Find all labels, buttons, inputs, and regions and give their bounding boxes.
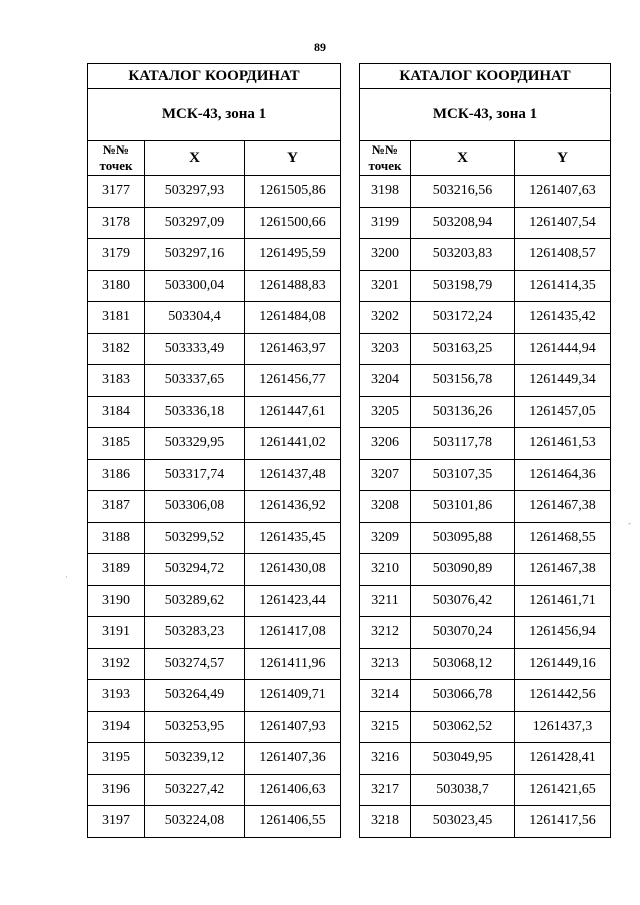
- table-row: [88, 491, 341, 523]
- point-number-cell: 3214: [360, 680, 411, 712]
- y-coordinate-cell: 1261457,05: [515, 396, 611, 428]
- table-row: [360, 711, 611, 743]
- y-coordinate-cell: 1261447,61: [245, 396, 341, 428]
- x-coordinate-cell: 503297,09: [145, 207, 245, 239]
- x-coordinate-cell: 503156,78: [411, 365, 515, 397]
- x-coordinate-cell: 503208,94: [411, 207, 515, 239]
- y-coordinate-cell: 1261488,83: [245, 270, 341, 302]
- y-coordinate-cell: 1261484,08: [245, 302, 341, 334]
- y-coordinate-cell: 1261428,41: [515, 743, 611, 775]
- scan-speck: -: [628, 518, 631, 528]
- x-coordinate-cell: 503090,89: [411, 554, 515, 586]
- table-row: [360, 806, 611, 838]
- coordinate-system-label: МСК-43, зона 1: [360, 89, 611, 141]
- table-row: [88, 207, 341, 239]
- y-coordinate-cell: 1261505,86: [245, 176, 341, 208]
- point-number-cell: 3193: [88, 680, 145, 712]
- x-coordinate-cell: 503289,62: [145, 585, 245, 617]
- table-row: [360, 207, 611, 239]
- table-row: [88, 239, 341, 271]
- x-coordinate-cell: 503227,42: [145, 774, 245, 806]
- point-number-cell: 3206: [360, 428, 411, 460]
- x-coordinate-cell: 503023,45: [411, 806, 515, 838]
- x-coordinate-cell: 503299,52: [145, 522, 245, 554]
- table-row: [88, 774, 341, 806]
- y-coordinate-cell: 1261463,97: [245, 333, 341, 365]
- x-coordinate-cell: 503172,24: [411, 302, 515, 334]
- y-coordinate-cell: 1261435,42: [515, 302, 611, 334]
- table-row: [88, 522, 341, 554]
- x-coordinate-cell: 503163,25: [411, 333, 515, 365]
- table-row: [88, 680, 341, 712]
- y-coordinate-cell: 1261407,54: [515, 207, 611, 239]
- x-coordinate-cell: 503095,88: [411, 522, 515, 554]
- table-row: [360, 680, 611, 712]
- table-row: [360, 176, 611, 208]
- point-number-cell: 3182: [88, 333, 145, 365]
- column-header-x: X: [145, 141, 245, 176]
- point-number-cell: 3215: [360, 711, 411, 743]
- y-coordinate-cell: 1261449,34: [515, 365, 611, 397]
- table-row: [88, 554, 341, 586]
- y-coordinate-cell: 1261467,38: [515, 554, 611, 586]
- x-coordinate-cell: 503336,18: [145, 396, 245, 428]
- column-header-y: Y: [245, 141, 341, 176]
- y-coordinate-cell: 1261495,59: [245, 239, 341, 271]
- point-number-cell: 3218: [360, 806, 411, 838]
- x-coordinate-cell: 503306,08: [145, 491, 245, 523]
- x-coordinate-cell: 503300,04: [145, 270, 245, 302]
- table-row: [88, 617, 341, 649]
- point-number-cell: 3184: [88, 396, 145, 428]
- point-number-cell: 3179: [88, 239, 145, 271]
- y-coordinate-cell: 1261435,45: [245, 522, 341, 554]
- point-number-cell: 3181: [88, 302, 145, 334]
- table-row: [88, 743, 341, 775]
- table-row: [360, 302, 611, 334]
- y-coordinate-cell: 1261411,96: [245, 648, 341, 680]
- y-coordinate-cell: 1261441,02: [245, 428, 341, 460]
- table-row: [88, 711, 341, 743]
- column-header-y: Y: [515, 141, 611, 176]
- y-coordinate-cell: 1261430,08: [245, 554, 341, 586]
- x-coordinate-cell: 503216,56: [411, 176, 515, 208]
- x-coordinate-cell: 503038,7: [411, 774, 515, 806]
- point-number-cell: 3196: [88, 774, 145, 806]
- x-coordinate-cell: 503264,49: [145, 680, 245, 712]
- table-row: [88, 302, 341, 334]
- y-coordinate-cell: 1261407,63: [515, 176, 611, 208]
- x-coordinate-cell: 503117,78: [411, 428, 515, 460]
- point-number-cell: 3190: [88, 585, 145, 617]
- y-coordinate-cell: 1261406,55: [245, 806, 341, 838]
- y-coordinate-cell: 1261468,55: [515, 522, 611, 554]
- x-coordinate-cell: 503274,57: [145, 648, 245, 680]
- table-row: [88, 428, 341, 460]
- x-coordinate-cell: 503297,16: [145, 239, 245, 271]
- table-row: [360, 239, 611, 271]
- table-row: [88, 459, 341, 491]
- coordinate-catalog-table-right: [359, 63, 611, 838]
- y-coordinate-cell: 1261437,48: [245, 459, 341, 491]
- table-row: [88, 176, 341, 208]
- y-coordinate-cell: 1261406,63: [245, 774, 341, 806]
- x-coordinate-cell: 503107,35: [411, 459, 515, 491]
- table-row: [360, 554, 611, 586]
- catalog-title: КАТАЛОГ КООРДИНАТ: [88, 64, 341, 89]
- y-coordinate-cell: 1261414,35: [515, 270, 611, 302]
- point-number-cell: 3200: [360, 239, 411, 271]
- y-coordinate-cell: 1261407,93: [245, 711, 341, 743]
- point-number-cell: 3208: [360, 491, 411, 523]
- table-row: [88, 806, 341, 838]
- y-coordinate-cell: 1261456,77: [245, 365, 341, 397]
- point-number-cell: 3180: [88, 270, 145, 302]
- y-coordinate-cell: 1261408,57: [515, 239, 611, 271]
- x-coordinate-cell: 503317,74: [145, 459, 245, 491]
- scan-speck: ·: [65, 572, 68, 582]
- x-coordinate-cell: 503297,93: [145, 176, 245, 208]
- y-coordinate-cell: 1261449,16: [515, 648, 611, 680]
- y-coordinate-cell: 1261444,94: [515, 333, 611, 365]
- point-number-cell: 3217: [360, 774, 411, 806]
- x-coordinate-cell: 503333,49: [145, 333, 245, 365]
- point-number-cell: 3204: [360, 365, 411, 397]
- y-coordinate-cell: 1261417,56: [515, 806, 611, 838]
- table-row: [360, 522, 611, 554]
- y-coordinate-cell: 1261461,71: [515, 585, 611, 617]
- point-number-cell: 3212: [360, 617, 411, 649]
- x-coordinate-cell: 503283,23: [145, 617, 245, 649]
- table-row: [360, 459, 611, 491]
- coordinate-catalog-table-left: [87, 63, 341, 838]
- table-row: [88, 648, 341, 680]
- column-header-row: [88, 141, 341, 176]
- table-row: [88, 333, 341, 365]
- table-row: [360, 396, 611, 428]
- catalog-title: КАТАЛОГ КООРДИНАТ: [360, 64, 611, 89]
- table-row: [360, 270, 611, 302]
- table-row: [360, 774, 611, 806]
- x-coordinate-cell: 503076,42: [411, 585, 515, 617]
- point-number-cell: 3202: [360, 302, 411, 334]
- point-number-cell: 3188: [88, 522, 145, 554]
- point-number-cell: 3183: [88, 365, 145, 397]
- coordinate-system-label: МСК-43, зона 1: [88, 89, 341, 141]
- y-coordinate-cell: 1261442,56: [515, 680, 611, 712]
- point-number-cell: 3189: [88, 554, 145, 586]
- x-coordinate-cell: 503068,12: [411, 648, 515, 680]
- point-number-cell: 3191: [88, 617, 145, 649]
- column-header-row: [360, 141, 611, 176]
- y-coordinate-cell: 1261423,44: [245, 585, 341, 617]
- x-coordinate-cell: 503101,86: [411, 491, 515, 523]
- y-coordinate-cell: 1261409,71: [245, 680, 341, 712]
- y-coordinate-cell: 1261421,65: [515, 774, 611, 806]
- point-number-cell: 3186: [88, 459, 145, 491]
- point-number-cell: 3210: [360, 554, 411, 586]
- y-coordinate-cell: 1261437,3: [515, 711, 611, 743]
- x-coordinate-cell: 503049,95: [411, 743, 515, 775]
- y-coordinate-cell: 1261407,36: [245, 743, 341, 775]
- x-coordinate-cell: 503070,24: [411, 617, 515, 649]
- x-coordinate-cell: 503062,52: [411, 711, 515, 743]
- column-header-x: X: [411, 141, 515, 176]
- table-row: [88, 365, 341, 397]
- table-row: [360, 585, 611, 617]
- point-number-cell: 3194: [88, 711, 145, 743]
- y-coordinate-cell: 1261456,94: [515, 617, 611, 649]
- table-row: [360, 491, 611, 523]
- point-number-cell: 3211: [360, 585, 411, 617]
- table-row: [360, 648, 611, 680]
- x-coordinate-cell: 503239,12: [145, 743, 245, 775]
- table-row: [360, 365, 611, 397]
- point-number-cell: 3198: [360, 176, 411, 208]
- table-row: [360, 428, 611, 460]
- point-number-cell: 3216: [360, 743, 411, 775]
- scan-speck: ·: [609, 88, 612, 98]
- x-coordinate-cell: 503337,65: [145, 365, 245, 397]
- x-coordinate-cell: 503203,83: [411, 239, 515, 271]
- x-coordinate-cell: 503329,95: [145, 428, 245, 460]
- y-coordinate-cell: 1261436,92: [245, 491, 341, 523]
- x-coordinate-cell: 503224,08: [145, 806, 245, 838]
- point-number-cell: 3207: [360, 459, 411, 491]
- point-number-cell: 3205: [360, 396, 411, 428]
- x-coordinate-cell: 503066,78: [411, 680, 515, 712]
- table-row: [360, 333, 611, 365]
- column-header-point-number: №№ точек: [360, 141, 411, 176]
- point-number-cell: 3177: [88, 176, 145, 208]
- x-coordinate-cell: 503198,79: [411, 270, 515, 302]
- point-number-cell: 3203: [360, 333, 411, 365]
- table-row: [88, 585, 341, 617]
- point-number-cell: 3201: [360, 270, 411, 302]
- y-coordinate-cell: 1261467,38: [515, 491, 611, 523]
- y-coordinate-cell: 1261417,08: [245, 617, 341, 649]
- point-number-cell: 3178: [88, 207, 145, 239]
- point-number-cell: 3185: [88, 428, 145, 460]
- x-coordinate-cell: 503253,95: [145, 711, 245, 743]
- point-number-cell: 3209: [360, 522, 411, 554]
- table-row: [88, 270, 341, 302]
- table-row: [360, 617, 611, 649]
- point-number-cell: 3213: [360, 648, 411, 680]
- x-coordinate-cell: 503304,4: [145, 302, 245, 334]
- point-number-cell: 3187: [88, 491, 145, 523]
- point-number-cell: 3195: [88, 743, 145, 775]
- x-coordinate-cell: 503136,26: [411, 396, 515, 428]
- point-number-cell: 3192: [88, 648, 145, 680]
- point-number-cell: 3197: [88, 806, 145, 838]
- column-header-point-number: №№ точек: [88, 141, 145, 176]
- table-row: [360, 743, 611, 775]
- page-number: 89: [314, 40, 326, 54]
- point-number-cell: 3199: [360, 207, 411, 239]
- y-coordinate-cell: 1261464,36: [515, 459, 611, 491]
- x-coordinate-cell: 503294,72: [145, 554, 245, 586]
- y-coordinate-cell: 1261500,66: [245, 207, 341, 239]
- y-coordinate-cell: 1261461,53: [515, 428, 611, 460]
- table-row: [88, 396, 341, 428]
